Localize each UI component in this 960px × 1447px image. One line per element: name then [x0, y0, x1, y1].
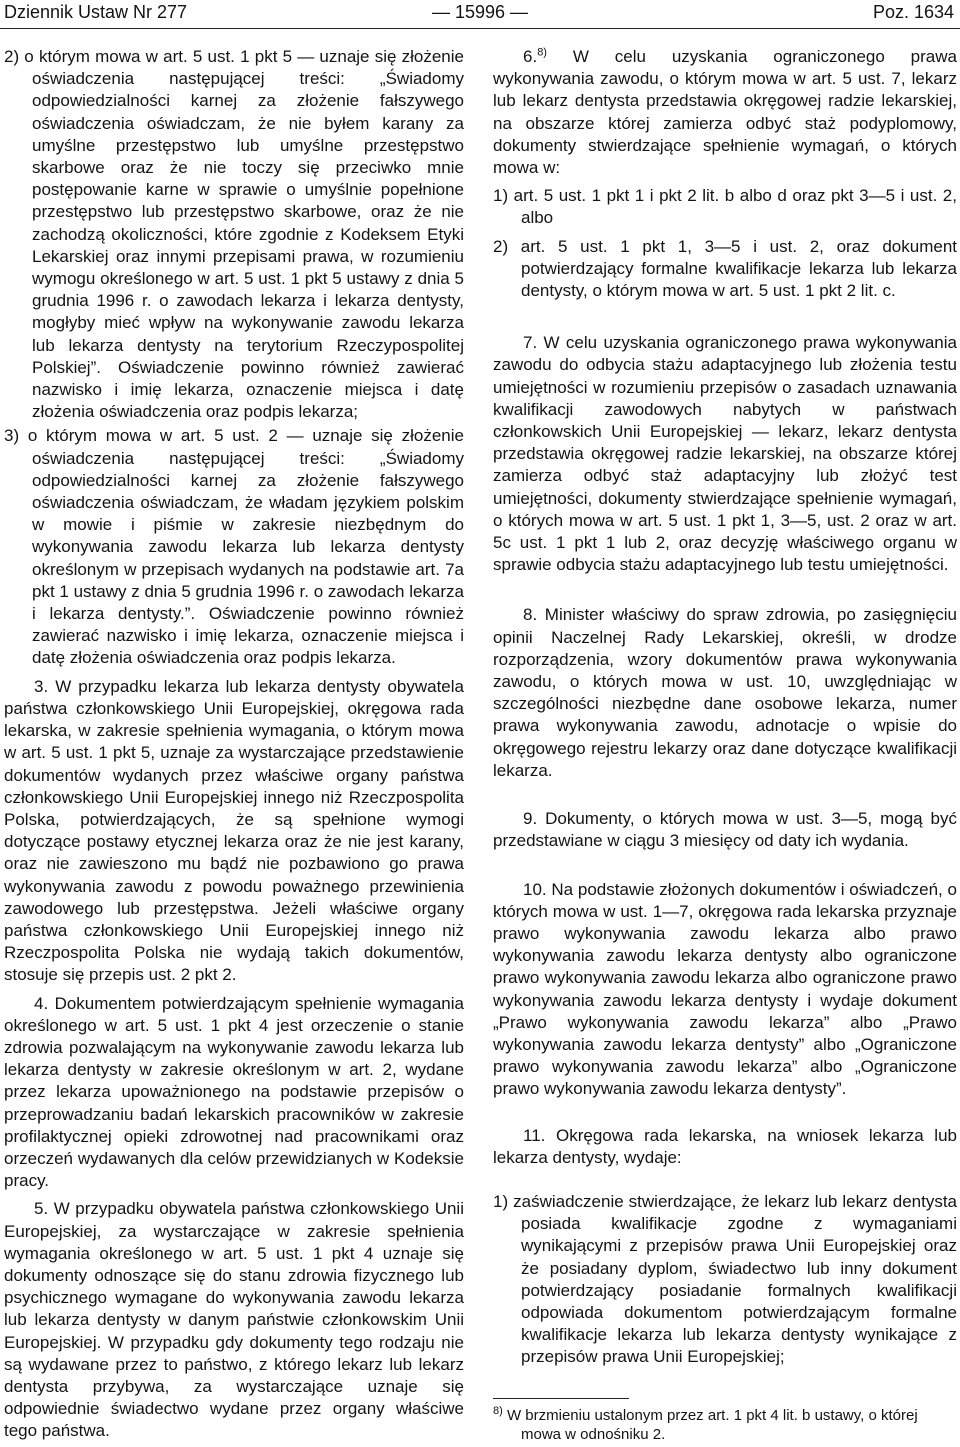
left-column	[4, 46, 464, 1443]
header-rule	[0, 28, 960, 29]
position-number: Poz. 1634	[872, 2, 954, 22]
footnote-reference: 8)	[537, 46, 547, 59]
page-header	[0, 0, 960, 30]
paragraph-6-text: W celu uzyskania ograniczonego prawa wykonywania zawodu, o którym mowa w art. 5 ust. 7, lekarz lub lekarz dentysta przedstawia okręgowej radzie lekarskiej, na obszarze której zamierza odbyć staż podyplomowy, dokumenty stwierdzające spełnienie wymagań, o których mowa w:	[493, 47, 957, 178]
footnote	[493, 1406, 957, 1444]
paragraph-11-item-1: 1) zaświadczenie stwierdzające, że lekarz lub lekarz dentysta posiada kwalifikacje zgodne z wymaganiami wynikającymi z przepisów prawa Unii Europejskiej oraz że posiadany dyplom, świadectwo lub inny dokument potwierdzający posiadanie formalnych kwalifikacji odpowiada dokumentom potwierdzającym formalne kwalifikacje lekarza lub lekarza dentysty wynikające z przepisów prawa Unii Europejskiej;	[493, 1191, 957, 1367]
paragraph-9: 9. Dokumenty, o których mowa w ust. 3—5, mogą być przedstawiane w ciągu 3 miesięcy od daty ich wydania.	[493, 809, 957, 851]
paragraph-10: 10. Na podstawie złożonych dokumentów i oświadczeń, o których mowa w ust. 1—7, okręgowa rada lekarska przyznaje prawo wykonywania zawodu lekarza albo prawo wykonywania zawodu lekarza dentysty albo ograniczone prawo wykonywania zawodu lekarza albo ograniczone prawo wykonywania zawodu lekarza dentysty i wydaje dokument „Prawo wykonywania zawodu lekarza” albo „Prawo wykonywania zawodu lekarza dentysty” albo „Ograniczone prawo wykonywania zawodu lekarza” albo „Ograniczone prawo wykonywania zawodu lekarza dentysty”.	[493, 879, 957, 1099]
paragraph-4: 4. Dokumentem potwierdzającym spełnienie wymagania określonego w art. 5 ust. 1 pkt 4 jest orzeczenie o stanie zdrowia pozwalającym na wykonywanie zawodu lekarza lub lekarza dentysty w zakresie określonym w art. 2, wydane przez lekarza upoważnionego na podstawie przepisów o przeprowadzaniu badań lekarskich pracowników w zakresie profilaktycznej opieki zdrowotnej nad pracownikami oraz orzeczeń wydawanych dla celów przewidzianych w Kodeksie pracy.	[4, 993, 464, 1191]
footnote-text: W brzmieniu ustalonym przez art. 1 pkt 4 lit. b ustawy, o której mowa w odnośniku 2.	[506, 1407, 918, 1443]
paragraph-6-number: 6.	[523, 47, 538, 66]
paragraph-6-item-1: 1) art. 5 ust. 1 pkt 1 i pkt 2 lit. b albo d oraz pkt 3—5 i ust. 2, albo	[493, 186, 957, 228]
paragraph-7: 7. W celu uzyskania ograniczonego prawa wykonywania zawodu do odbycia stażu adaptacyjnego lub złożenia testu umiejętności w rozumieniu przepisów o zasadach uznawania kwalifikacji zawodowych nabytych w państwach członkowskich Unii Europejskiej — lekarz, lekarz dentysta przedstawia okręgowej radzie lekarskiej, na obszarze której zamierza odbyć staż adaptacyjny lub złożyć test umiejętności, dokumenty stwierdzające spełnienie wymagań, o których mowa w art. 5 ust. 1 pkt 1, 3—5, ust. 2 oraz w art. 5c ust. 1 pkt 1 lub 2, oraz decyzję właściwego organu w sprawie odbycia stażu adaptacyjnego lub testu umiejętności.	[493, 333, 957, 575]
paragraph-6	[493, 46, 957, 179]
point-3: 3) o którym mowa w art. 5 ust. 2 — uznaje się złożenie oświadczenia następującej treści: „Świadomy odpowiedzialności karnej za złożenie fałszywego oświadczenia oświadczam, że władam językiem polskim w mowie i piśmie w zakresie niezbędnym do wykonywania zawodu lekarza lub lekarza dentysty określonym w przepisach wydanych na podstawie art. 7a pkt 1 ustawy z dnia 5 grudnia 1996 r. o zawodach lekarza i lekarza dentysty.”. Oświadczenie powinno również zawierać nazwisko i imię lekarza, oznaczenie miejsca i datę złożenia oświadczenia oraz podpis lekarza.	[4, 426, 464, 668]
paragraph-3: 3. W przypadku lekarza lub lekarza dentysty obywatela państwa członkowskiego Unii Europejskiej, okręgowa rada lekarska, w zakresie spełnienia wymagania, o którym mowa w art. 5 ust. 1 pkt 5, uznaje za wystarczające przedstawienie dokumentów wydanych przez właściwe organy państwa członkowskiego Unii Europejskiej innego niż Rzeczpospolita Polska, potwierdzających, że są spełnione wymogi dotyczące postawy etycznej lekarza oraz że nie jest karany, oraz nie zawieszono mu bądź nie pozbawiono go prawa wykonywania zawodu z powodu poważnego przewinienia zawodowego lub przestępstwa. Jeżeli właściwe organy państwa członkowskiego Unii Europejskiej innego niż Rzeczpospolita Polska nie wydają takich dokumentów, stosuje się przepis ust. 2 pkt 2.	[4, 676, 464, 985]
paragraph-6-item-2: 2) art. 5 ust. 1 pkt 1, 3—5 i ust. 2, oraz dokument potwierdzający formalne kwalifikacje lekarza lub lekarza dentysty, o którym mowa w art. 5 ust. 1 pkt 2 lit. c.	[493, 236, 957, 301]
paragraph-11: 11. Okręgowa rada lekarska, na wniosek lekarza lub lekarza dentysty, wydaje:	[493, 1125, 957, 1167]
point-2: 2) o którym mowa w art. 5 ust. 1 pkt 5 — uznaje się złożenie oświadczenia następującej treści: „Świadomy odpowiedzialności karnej za złożenie fałszywego oświadczenia oświadczam, że nie byłem karany za umyślne przestępstwo lub umyślne przestępstwo skarbowe oraz że nie toczy się przeciwko mnie postępowanie karne w sprawie o umyślnie popełnione przestępstwo lub przestępstwo skarbowe, oraz że nie zachodzą okoliczności, które zgodnie z Kodeksem Etyki Lekarskiej oraz innymi przepisami prawa, w rozumieniu wymogu określonego w art. 5 ust. 1 pkt 5 ustawy z dnia 5 grudnia 1996 r. o zawodach lekarza i lekarza dentysty, mogłyby mieć wpływ na wykonywanie zawodu lekarza lub lekarza dentysty na terytorium Rzeczypospolitej Polskiej”. Oświadczenie powinno również zawierać nazwisko i imię lekarza, oznaczenie miejsca i datę złożenia oświadczenia oraz podpis lekarza;	[4, 47, 464, 422]
journal-title: Dziennik Ustaw Nr 277	[4, 2, 188, 22]
footnote-mark: 8)	[493, 1405, 503, 1417]
right-column	[493, 46, 957, 1369]
paragraph-8: 8. Minister właściwy do spraw zdrowia, po zasięgnięciu opinii Naczelnej Rady Lekarskiej, określi, w drodze rozporządzenia, wzory dokumentów prawa wykonywania zawodu, o których mowa w ust. 10, uwzględniając w szczególności niezbędne dane osobowe lekarza, numer prawa wykonywania zawodu, adnotacje o wpisie do okręgowego rejestru lekarzy oraz dane dotyczące kwalifikacji lekarza.	[493, 605, 957, 780]
page-number: — 15996 —	[431, 2, 529, 22]
footnote-rule	[493, 1398, 629, 1399]
paragraph-5: 5. W przypadku obywatela państwa członkowskiego Unii Europejskiej, za wystarczające w zakresie spełnienia wymagania określonego w art. 5 ust. 1 pkt 4 uznaje się dokumenty odnoszące się do stanu zdrowia fizycznego lub psychicznego wymagane do wykonywania zawodu lekarza lub lekarza dentysty w danym państwie członkowskim Unii Europejskiej. W przypadku gdy dokumenty tego rodzaju nie są wydawane przez to państwo, z którego lekarz lub lekarz dentysta przybywa, za wystarczające uznaje się odpowiednie świadectwo wydane przez organy właściwe tego państwa.	[4, 1199, 464, 1441]
